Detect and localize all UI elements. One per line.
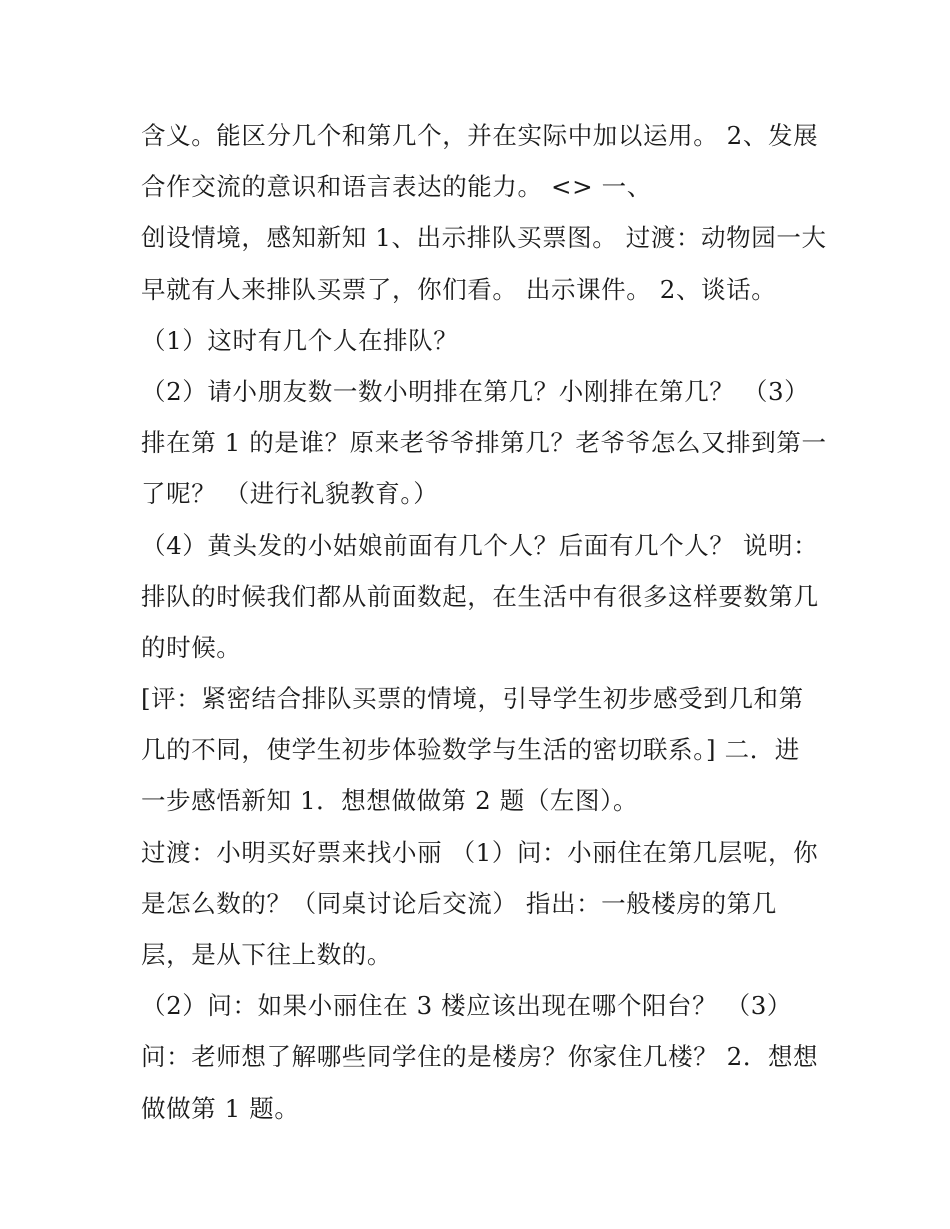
text-line: 排队的时候我们都从前面数起，在生活中有很多这样要数第几 [141,581,819,611]
text-line: 含义。能区分几个和第几个，并在实际中加以运用。 2、发展 [141,121,819,150]
text-line: （1）这时有几个人在排队？ [141,325,459,355]
text-line: 创设情境，感知新知 1、出示排队买票图。 过渡：动物园一大 [141,223,827,253]
text-line: 几的不同，使学生初步体验数学与生活的密切联系。] 二．进 [141,735,800,765]
text-line: 做做第 1 题。 [141,1093,300,1123]
text-line: 一步感悟新知 1．想想做做第 2 题（左图）。 [141,786,639,816]
text-line: 问：老师想了解哪些同学住的是楼房？你家住几楼？ 2．想想 [141,1042,819,1072]
text-line: 合作交流的意识和语言表达的能力。 <> 一、 [141,172,652,202]
text-line: 排在第 1 的是谁？原来老爷爷排第几？老爷爷怎么又排到第一 [141,428,827,458]
body-text [141,110,831,1134]
text-line: 过渡：小明买好票来找小丽 （1）问：小丽住在第几层呢，你 [141,837,819,867]
text-line: 是怎么数的？（同桌讨论后交流） 指出：一般楼房的第几 [141,888,777,918]
text-line: 早就有人来排队买票了，你们看。 出示课件。 2、谈话。 [141,274,777,304]
text-line: 了呢？ （进行礼貌教育。） [141,479,439,509]
text-line: 的时候。 [141,632,242,662]
text-line: （2）问：如果小丽住在 3 楼应该出现在哪个阳台？ （3） [141,991,793,1021]
text-line: 层，是从下往上数的。 [141,940,392,969]
text-line: [评：紧密结合排队买票的情境，引导学生初步感受到几和第 [141,684,804,714]
text-line: （4）黄头发的小姑娘前面有几个人？后面有几个人？ 说明： [141,530,819,560]
text-line: （2）请小朋友数一数小明排在第几？小刚排在第几？ （3） [141,376,810,406]
